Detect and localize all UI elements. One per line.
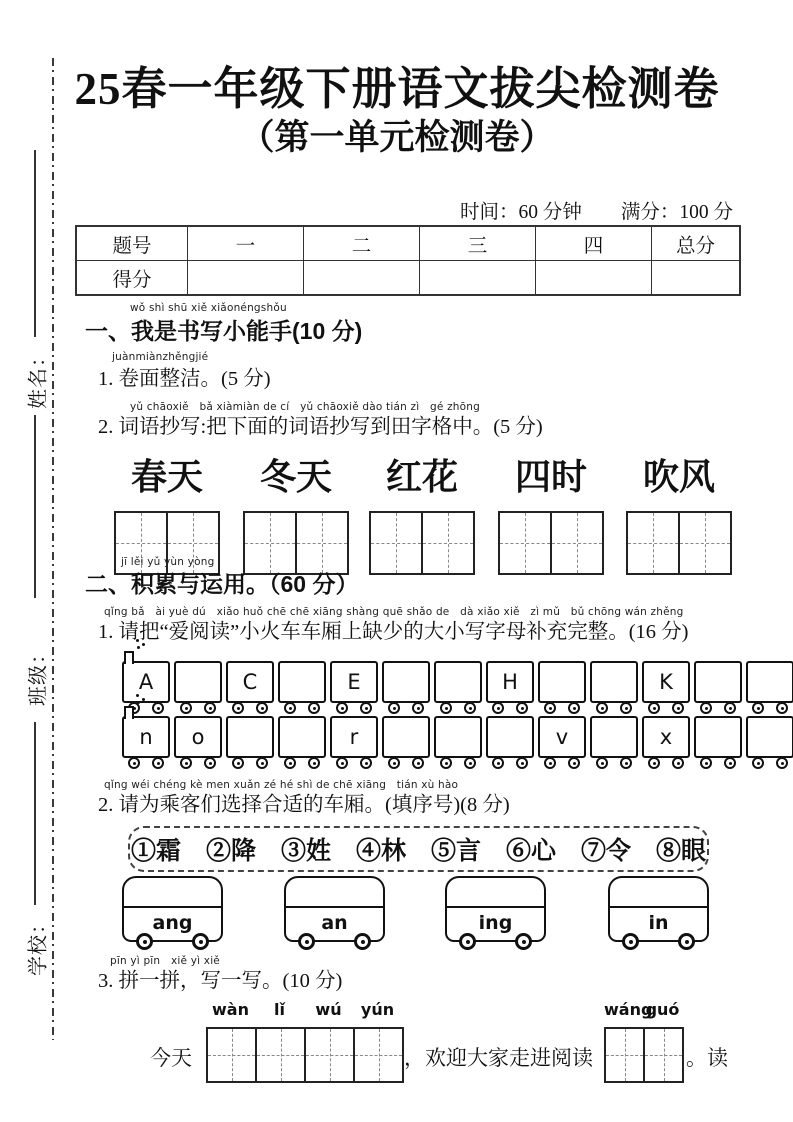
train-car-blank[interactable] (226, 716, 274, 758)
score-table-cell: 三 (420, 226, 536, 261)
section1-pinyin: wǒ shì shū xiě xiǎonéngshǒu (130, 302, 287, 314)
bus-answer-area[interactable] (610, 878, 707, 908)
writing-cell[interactable] (355, 1027, 404, 1083)
copy-word: 红花 (385, 457, 458, 497)
wheel-icon (136, 933, 153, 950)
wheel-icon (700, 757, 712, 769)
wheel-icon (516, 757, 528, 769)
wheel-icon (596, 702, 608, 714)
writing-cell[interactable] (498, 511, 552, 575)
score-table-score-row (76, 261, 740, 296)
wheel-icon (308, 702, 320, 714)
score-table-cell: 四 (536, 226, 652, 261)
score-table-cell: 题号 (76, 226, 188, 261)
writing-cell[interactable] (552, 511, 604, 575)
question-2-text: 2. 词语抄写:把下面的词语抄写到田字格中。(5 分) (98, 416, 543, 438)
wheel-icon (308, 757, 320, 769)
student-class-line (34, 415, 36, 598)
answer-pinyin-row (206, 1000, 402, 1019)
page-subtitle: （第一单元检测卷） (239, 118, 555, 157)
train-car (330, 661, 378, 703)
wheel-icon (128, 757, 140, 769)
wheel-icon (298, 933, 315, 950)
wheel-icon (284, 757, 296, 769)
wheel-icon (232, 757, 244, 769)
pinyin-syllable: guó (645, 1000, 680, 1019)
writing-grid (626, 511, 732, 575)
score-blank-cell[interactable] (536, 261, 652, 296)
wheel-icon (336, 702, 348, 714)
bus-ing (445, 876, 546, 942)
writing-grid (498, 511, 604, 575)
student-name-line (34, 150, 36, 337)
score-table-header-row (76, 226, 740, 261)
train-car-blank[interactable] (746, 716, 793, 758)
wheel-icon (678, 933, 695, 950)
copy-word: 吹风 (642, 457, 715, 497)
train-car-blank[interactable] (538, 661, 586, 703)
wheel-icon (492, 702, 504, 714)
train-car-blank[interactable] (590, 661, 638, 703)
wheel-icon (192, 933, 209, 950)
score-blank-cell[interactable] (304, 261, 420, 296)
score-table-cell: 一 (188, 226, 304, 261)
wheel-icon (620, 702, 632, 714)
writing-cell[interactable] (369, 511, 423, 575)
sentence-suffix: 。读 (686, 1046, 728, 1070)
wheel-icon (568, 757, 580, 769)
train-car (122, 716, 170, 758)
section2-title: 二、积累与运用。（60 分） (85, 571, 359, 597)
wheel-icon (752, 702, 764, 714)
bus-answer-area[interactable] (447, 878, 544, 908)
q1-pinyin: qǐng bǎ ài yuè dú xiǎo huǒ chē chē xiāng shàng quē shǎo de dà xiǎo xiě zì mǔ bǔ chōng wán zhěng (104, 606, 684, 618)
copy-word: 春天 (130, 457, 203, 497)
sentence-middle: ，欢迎大家走进阅读 (404, 1046, 593, 1070)
car-letter: C (242, 670, 258, 694)
pinyin-syllable: wàn (212, 1000, 249, 1019)
section2-pinyin: jī lěi yǔ yùn yòng (121, 556, 215, 568)
pinyin-syllable: wáng (604, 1000, 653, 1019)
page-title: 25春一年级下册语文拔尖检测卷 (74, 64, 720, 114)
wheel-icon (672, 757, 684, 769)
copy-word: 冬天 (259, 457, 332, 497)
wheel-icon (724, 757, 736, 769)
wheel-icon (388, 702, 400, 714)
train-car-blank[interactable] (434, 716, 482, 758)
wheel-icon (672, 702, 684, 714)
train-car-blank[interactable] (694, 661, 742, 703)
q2-pinyin: yǔ chāoxiě bǎ xiàmiàn de cí yǔ chāoxiě dào tián zì gé zhōng (130, 401, 481, 413)
student-name-label: 姓名： (27, 346, 50, 409)
train-car-blank[interactable] (486, 716, 534, 758)
wheel-icon (360, 702, 372, 714)
score-blank-cell[interactable] (420, 261, 536, 296)
car-letter: r (349, 725, 359, 749)
wheel-icon (752, 757, 764, 769)
student-school-line (34, 722, 36, 905)
wheel-icon (388, 757, 400, 769)
train-car (174, 716, 222, 758)
train-car-blank[interactable] (694, 716, 742, 758)
wheel-icon (204, 702, 216, 714)
lowercase-letter-train (122, 716, 793, 758)
wheel-icon (180, 757, 192, 769)
wheel-icon (336, 757, 348, 769)
bus-label: an (321, 912, 348, 934)
wheel-icon (515, 933, 532, 950)
score-table-cell: 总分 (652, 226, 741, 261)
bus-label: ang (152, 912, 193, 934)
pinyin-syllable: wú (315, 1000, 342, 1019)
student-school-label: 学校： (27, 913, 50, 976)
car-letter: H (502, 670, 518, 694)
writing-cell[interactable] (626, 511, 680, 575)
car-letter: n (139, 725, 153, 749)
bus-answer-area[interactable] (286, 878, 383, 908)
pinyin-syllable: lǐ (274, 1000, 285, 1019)
fold-line (52, 58, 54, 1040)
wheel-icon (544, 757, 556, 769)
bus-label: ing (478, 912, 513, 934)
train-car (486, 661, 534, 703)
wheel-icon (256, 702, 268, 714)
writing-cell[interactable] (680, 511, 732, 575)
wheel-icon (464, 702, 476, 714)
question-1-text: 1. 卷面整洁。(5 分) (98, 368, 271, 390)
wheel-icon (596, 757, 608, 769)
wheel-icon (360, 757, 372, 769)
bus-in (608, 876, 709, 942)
score-label-cell: 得分 (76, 261, 188, 296)
writing-cell[interactable] (206, 1027, 257, 1083)
wheel-icon (622, 933, 639, 950)
wheel-icon (648, 702, 660, 714)
score-blank-cell[interactable] (652, 261, 741, 296)
train-car (642, 716, 690, 758)
time-score-info: 时间：60 分钟 满分：100 分 (459, 202, 733, 223)
wheel-icon (776, 757, 788, 769)
score-table-cell: 二 (304, 226, 420, 261)
wheel-icon (459, 933, 476, 950)
section1-title: 一、我是书写小能手(10 分) (85, 318, 363, 344)
question-3-text: 3. 拼一拼，写一写。(10 分) (98, 970, 343, 992)
wheel-icon (648, 757, 660, 769)
train-car (226, 661, 274, 703)
wheel-icon (700, 702, 712, 714)
wheel-icon (152, 702, 164, 714)
writing-cell[interactable] (604, 1027, 645, 1083)
wheel-icon (440, 757, 452, 769)
q1-pinyin: juànmiànzhěngjié (112, 351, 209, 363)
wheel-icon (284, 702, 296, 714)
train-car-blank[interactable] (434, 661, 482, 703)
answer-pinyin-row (604, 1000, 682, 1019)
answer-grid (604, 1027, 684, 1083)
car-letter: A (138, 670, 154, 694)
writing-grid (369, 511, 475, 575)
sentence-prefix: 今天 (150, 1046, 192, 1070)
bus-an (284, 876, 385, 942)
copy-word: 四时 (514, 457, 587, 497)
car-letter: K (659, 670, 673, 694)
wheel-icon (354, 933, 371, 950)
train-car (642, 661, 690, 703)
train-car (538, 716, 586, 758)
wheel-icon (724, 702, 736, 714)
wheel-icon (544, 702, 556, 714)
wheel-icon (516, 702, 528, 714)
answer-grid (206, 1027, 404, 1083)
wheel-icon (256, 757, 268, 769)
writing-cell[interactable] (257, 1027, 306, 1083)
character-options-box: ①霜 ②降 ③姓 ④林 ⑤言 ⑥心 ⑦令 ⑧眼 (128, 826, 709, 872)
score-blank-cell[interactable] (188, 261, 304, 296)
wheel-icon (568, 702, 580, 714)
train-car-blank[interactable] (278, 716, 326, 758)
car-letter: v (555, 725, 569, 749)
train-car (330, 716, 378, 758)
wheel-icon (776, 702, 788, 714)
train-car-blank[interactable] (278, 661, 326, 703)
train-car-blank[interactable] (382, 716, 430, 758)
wheel-icon (464, 757, 476, 769)
wheel-icon (232, 702, 244, 714)
wheel-icon (152, 757, 164, 769)
wheel-icon (620, 757, 632, 769)
student-class-label: 班级： (27, 643, 50, 706)
wheel-icon (440, 702, 452, 714)
bus-ang (122, 876, 223, 942)
wheel-icon (412, 757, 424, 769)
train-car-blank[interactable] (746, 661, 793, 703)
wheel-icon (492, 757, 504, 769)
bus-answer-area[interactable] (124, 878, 221, 908)
question-1-text: 1. 请把“爱阅读”小火车车厢上缺少的大小写字母补充完整。(16 分) (98, 621, 689, 643)
train-car-blank[interactable] (382, 661, 430, 703)
question-2-text: 2. 请为乘客们选择合适的车厢。(填序号)(8 分) (98, 794, 510, 816)
wheel-icon (412, 702, 424, 714)
writing-cell[interactable] (423, 511, 475, 575)
wheel-icon (180, 702, 192, 714)
train-car (122, 661, 170, 703)
bus-label: in (648, 912, 669, 934)
train-car-blank[interactable] (174, 661, 222, 703)
wheel-icon (204, 757, 216, 769)
car-letter: o (191, 725, 205, 749)
train-car-blank[interactable] (590, 716, 638, 758)
pinyin-syllable: yún (360, 1000, 395, 1019)
car-letter: E (347, 670, 361, 694)
q2-pinyin: qǐng wéi chéng kè men xuǎn zé hé shì de chē xiāng tián xù hào (104, 779, 459, 791)
uppercase-letter-train (122, 661, 793, 703)
writing-cell[interactable] (645, 1027, 684, 1083)
car-letter: x (659, 725, 673, 749)
writing-cell[interactable] (306, 1027, 355, 1083)
score-table (75, 225, 741, 296)
q3-pinyin: pīn yì pīn xiě yì xiě (110, 955, 220, 967)
